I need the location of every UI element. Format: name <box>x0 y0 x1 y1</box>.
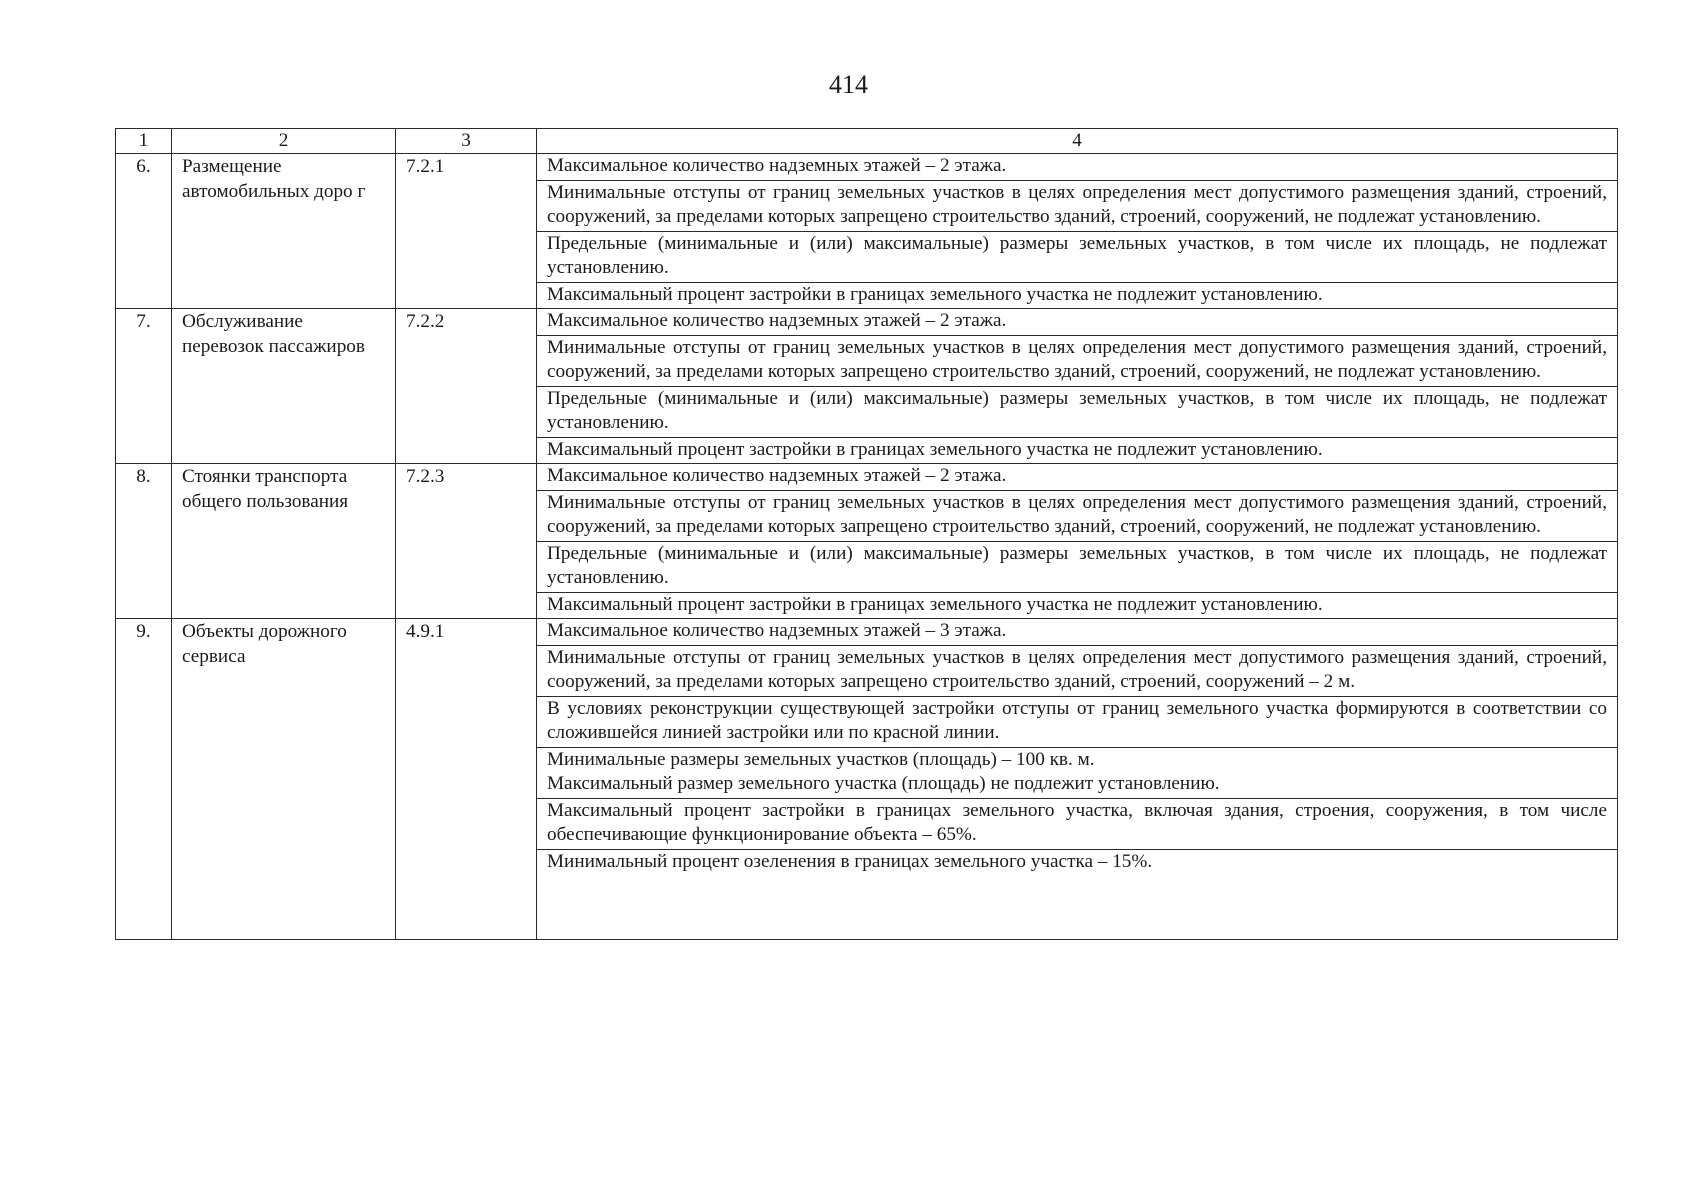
parameter-text: Максимальное количество надземных этажей – 2 этажа. <box>537 309 1618 336</box>
use-type-name: Стоянки транспорта общего пользования <box>172 464 396 619</box>
parameter-text: В условиях реконструкции существующей застройки отступы от границ земельного участка формируются в соответствии со сложившейся линией застройки или по красной линии. <box>537 696 1618 747</box>
header-cell-4: 4 <box>537 129 1618 154</box>
use-type-code: 4.9.1 <box>396 619 537 940</box>
row-number: 7. <box>116 309 172 464</box>
header-cell-1: 1 <box>116 129 172 154</box>
parameter-text: Предельные (минимальные и (или) максимальные) размеры земельных участков, в том числе их площадь, не подлежат установлению. <box>537 231 1618 282</box>
parameter-text: Максимальное количество надземных этажей – 3 этажа. <box>537 619 1618 646</box>
parameter-text: Максимальное количество надземных этажей – 2 этажа. <box>537 464 1618 491</box>
table-row <box>116 309 1618 336</box>
use-type-code: 7.2.2 <box>396 309 537 464</box>
table-row <box>116 154 1618 181</box>
use-type-name: Объекты дорожного сервиса <box>172 619 396 940</box>
use-type-name: Обслуживание перевозок пассажиров <box>172 309 396 464</box>
use-type-code: 7.2.1 <box>396 154 537 309</box>
use-type-code: 7.2.3 <box>396 464 537 619</box>
parameter-text <box>537 747 1618 798</box>
parameter-text: Минимальные отступы от границ земельных участков в целях определения мест допустимого размещения зданий, строений, сооружений, за пределами которых запрещено строительство зданий, строений, сооружений – 2 м. <box>537 645 1618 696</box>
parameter-text: Максимальный процент застройки в границах земельного участка не подлежит установлению. <box>537 592 1618 619</box>
parameter-text: Минимальные отступы от границ земельных участков в целях определения мест допустимого размещения зданий, строений, сооружений, за пределами которых запрещено строительство зданий, строений, сооружений, не подлежат установлению. <box>537 490 1618 541</box>
parameter-line: Максимальный размер земельного участка (площадь) не подлежит установлению. <box>547 773 1220 794</box>
header-cell-3: 3 <box>396 129 537 154</box>
parameter-text: Предельные (минимальные и (или) максимальные) размеры земельных участков, в том числе их площадь, не подлежат установлению. <box>537 541 1618 592</box>
table-row <box>116 619 1618 646</box>
parameter-text: Максимальный процент застройки в границах земельного участка не подлежит установлению. <box>537 282 1618 309</box>
parameter-text: Предельные (минимальные и (или) максимальные) размеры земельных участков, в том числе их площадь, не подлежат установлению. <box>537 386 1618 437</box>
row-number: 9. <box>116 619 172 940</box>
parameter-text: Минимальные отступы от границ земельных участков в целях определения мест допустимого размещения зданий, строений, сооружений, за пределами которых запрещено строительство зданий, строений, сооружений, не подлежат установлению. <box>537 335 1618 386</box>
parameter-text: Минимальные отступы от границ земельных участков в целях определения мест допустимого размещения зданий, строений, сооружений, за пределами которых запрещено строительство зданий, строений, сооружений, не подлежат установлению. <box>537 180 1618 231</box>
parameter-text: Максимальный процент застройки в границах земельного участка не подлежит установлению. <box>537 437 1618 464</box>
row-number: 8. <box>116 464 172 619</box>
row-number: 6. <box>116 154 172 309</box>
parameter-line: Минимальные размеры земельных участков (площадь) – 100 кв. м. <box>547 748 1095 770</box>
parameter-text: Минимальный процент озеленения в границах земельного участка – 15%. <box>537 849 1618 939</box>
use-type-name: Размещение автомобильных доро г <box>172 154 396 309</box>
parameter-text: Максимальное количество надземных этажей – 2 этажа. <box>537 154 1618 181</box>
table-row <box>116 464 1618 491</box>
header-cell-2: 2 <box>172 129 396 154</box>
regulations-table <box>115 128 1618 940</box>
table-header-row <box>116 129 1618 154</box>
page-number: 414 <box>829 70 868 99</box>
parameter-text: Максимальный процент застройки в границах земельного участка, включая здания, строения, сооружения, в том числе обеспечивающие функционирование объекта – 65%. <box>537 798 1618 849</box>
